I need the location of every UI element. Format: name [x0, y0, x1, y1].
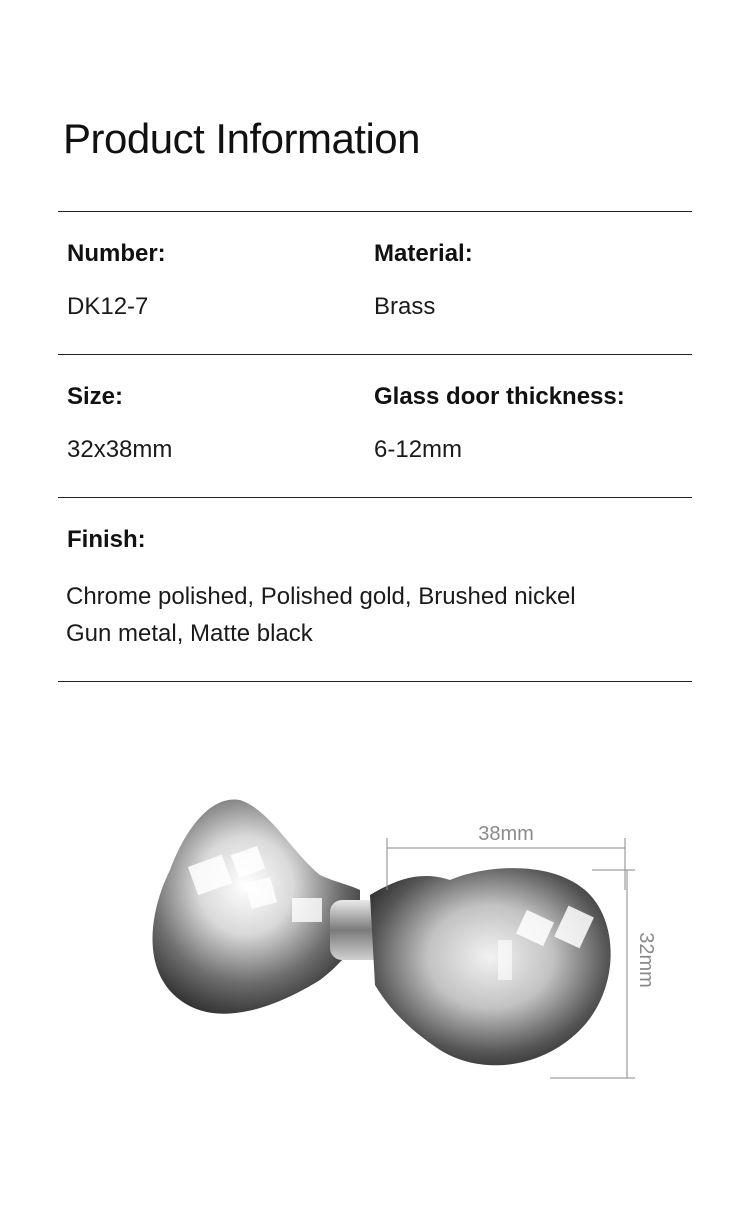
material-label: Material:	[374, 240, 473, 267]
material-value: Brass	[374, 293, 436, 320]
product-image	[120, 790, 657, 1090]
finish-label: Finish:	[67, 526, 146, 553]
size-label: Size:	[67, 383, 124, 410]
finish-line: Gun metal, Matte black	[66, 620, 313, 647]
right-knob	[370, 868, 611, 1065]
width-dimension-label: 38mm	[478, 823, 534, 845]
divider	[58, 354, 692, 355]
height-dimension-label: 32mm	[635, 932, 657, 988]
size-value: 32x38mm	[67, 436, 173, 463]
left-knob	[153, 800, 361, 1014]
divider	[58, 497, 692, 498]
page-title: Product Information	[63, 115, 421, 162]
finish-value	[66, 578, 576, 652]
glass-thickness-value: 6-12mm	[374, 436, 463, 463]
divider	[58, 681, 692, 682]
glass-thickness-label: Glass door thickness:	[374, 383, 625, 410]
number-label: Number:	[67, 240, 166, 267]
divider	[58, 211, 692, 212]
finish-line: Chrome polished, Polished gold, Brushed nickel	[66, 583, 576, 610]
number-value: DK12-7	[67, 293, 149, 320]
